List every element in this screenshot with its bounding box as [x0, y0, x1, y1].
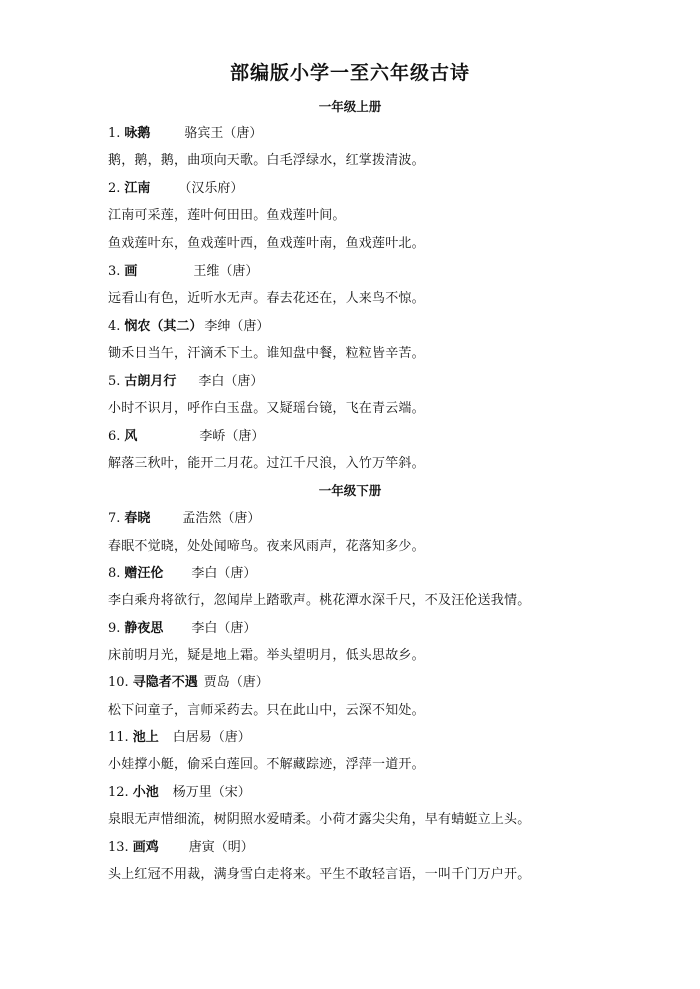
poem-line: 远看山有色，近听水无声。春去花还在，人来鸟不惊。	[108, 291, 425, 306]
poem-line: 李白乘舟将欲行，忽闻岸上踏歌声。桃花潭水深千尺，不及汪伦送我情。	[108, 593, 531, 608]
document-title: 部编版小学一至六年级古诗	[229, 62, 470, 84]
poem-author: 李白（唐）	[191, 566, 257, 581]
poem-author: 贾岛（唐）	[203, 675, 269, 690]
poem-author: 李绅（唐）	[204, 319, 270, 334]
poem-heading	[108, 315, 269, 334]
poem-heading	[108, 425, 264, 444]
poem-number: 9.	[108, 621, 121, 636]
poem-line: 春眠不觉晓，处处闻啼鸟。夜来风雨声，花落知多少。	[108, 539, 425, 554]
poem-author: 骆宾王（唐）	[184, 126, 263, 141]
poem-author: 孟浩然（唐）	[182, 511, 261, 526]
poem-heading	[108, 781, 251, 800]
poem-title: 咏鹅	[124, 126, 151, 141]
poem-number: 5.	[108, 374, 121, 389]
poem-heading	[108, 671, 269, 690]
poem-heading	[108, 370, 263, 389]
poem-number: 2.	[108, 181, 121, 196]
poem-author: （汉乐府）	[178, 181, 244, 196]
poem-heading	[108, 177, 243, 196]
poem-heading	[108, 617, 256, 636]
poem-number: 13.	[108, 840, 129, 855]
poem-title: 画	[124, 264, 138, 279]
poem-line: 锄禾日当午，汗滴禾下土。谁知盘中餐，粒粒皆辛苦。	[108, 346, 425, 361]
poem-number: 11.	[108, 730, 129, 745]
poem-number: 7.	[108, 511, 121, 526]
poem-line: 解落三秋叶，能开二月花。过江千尺浪，入竹万竿斜。	[108, 456, 425, 471]
poem-number: 6.	[108, 429, 121, 444]
poem-number: 1.	[108, 126, 121, 141]
poem-line: 头上红冠不用裁，满身雪白走将来。平生不敢轻言语，一叫千门万户开。	[108, 867, 531, 882]
poem-heading	[108, 260, 258, 279]
poem-title: 春晓	[124, 511, 151, 526]
poem-number: 12.	[108, 785, 129, 800]
poem-number: 8.	[108, 566, 121, 581]
poem-line: 松下问童子，言师采药去。只在此山中，云深不知处。	[108, 703, 425, 718]
poem-author: 白居易（唐）	[172, 730, 251, 745]
poem-number: 4.	[108, 319, 121, 334]
section-heading: 一年级上册	[318, 99, 382, 114]
poem-title: 小池	[132, 785, 159, 800]
poem-author: 李白（唐）	[191, 621, 257, 636]
poem-title: 江南	[124, 181, 151, 196]
poem-line: 江南可采莲，莲叶何田田。鱼戏莲叶间。	[108, 208, 346, 223]
poem-line: 小娃撑小艇，偷采白莲回。不解藏踪迹，浮萍一道开。	[108, 757, 425, 772]
poem-author: 李白（唐）	[198, 374, 264, 389]
poem-title: 赠汪伦	[124, 566, 164, 581]
poem-author: 王维（唐）	[193, 264, 259, 279]
poem-heading	[108, 507, 260, 526]
poem-title: 风	[124, 429, 138, 444]
poem-author: 唐寅（明）	[188, 840, 254, 855]
poem-number: 3.	[108, 264, 121, 279]
poem-title: 静夜思	[124, 621, 164, 636]
poem-line: 床前明月光，疑是地上霜。举头望明月，低头思故乡。	[108, 648, 425, 663]
poem-heading	[108, 562, 256, 581]
poem-author: 杨万里（宋）	[172, 785, 251, 800]
poem-title: 画鸡	[132, 840, 159, 855]
poem-line: 鱼戏莲叶东，鱼戏莲叶西，鱼戏莲叶南，鱼戏莲叶北。	[108, 236, 425, 251]
poem-author: 李峤（唐）	[199, 429, 265, 444]
poem-title: 池上	[132, 730, 159, 745]
poem-heading	[108, 726, 251, 745]
poem-title: 悯农（其二）	[124, 319, 203, 334]
poem-title: 古朗月行	[124, 374, 177, 389]
poem-title: 寻隐者不遇	[132, 675, 198, 690]
section-heading: 一年级下册	[318, 483, 382, 498]
poem-heading	[108, 122, 262, 141]
poem-number: 10.	[108, 675, 129, 690]
poem-heading	[108, 836, 254, 855]
poem-line: 小时不识月，呼作白玉盘。又疑瑶台镜，飞在青云端。	[108, 401, 425, 416]
poem-line: 泉眼无声惜细流，树阴照水爱晴柔。小荷才露尖尖角，早有蜻蜓立上头。	[108, 812, 531, 827]
poem-line: 鹅，鹅，鹅，曲项向天歌。白毛浮绿水，红掌拨清波。	[108, 153, 425, 168]
